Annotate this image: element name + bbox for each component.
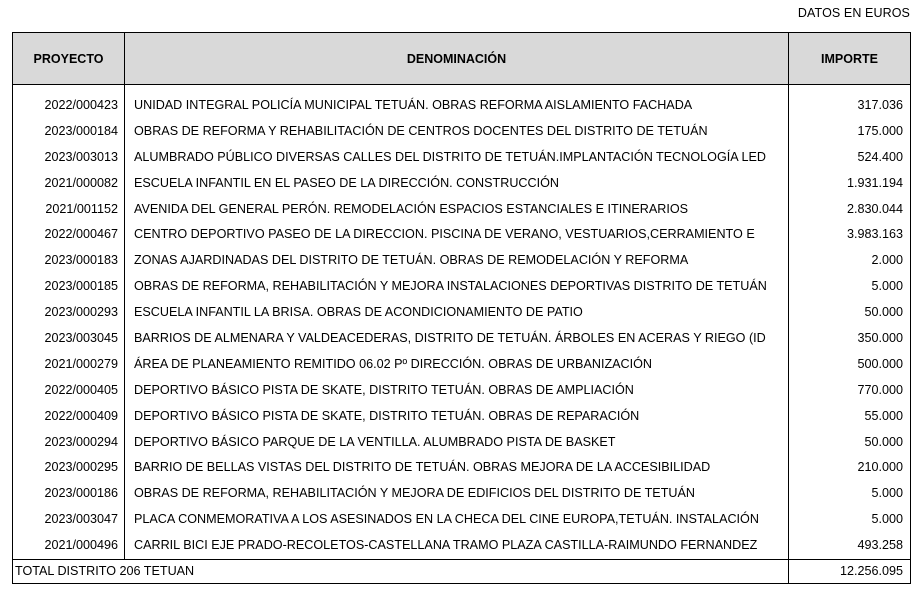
table-header: [13, 33, 910, 85]
table-body: [13, 85, 910, 559]
cell-denominacion: BARRIO DE BELLAS VISTAS DEL DISTRITO DE TETUÁN. OBRAS MEJORA DE LA ACCESIBILIDAD: [134, 460, 711, 475]
cell-proyecto: 2023/000186: [44, 486, 118, 501]
cell-denominacion: UNIDAD INTEGRAL POLICÍA MUNICIPAL TETUÁN. OBRAS REFORMA AISLAMIENTO FACHADA: [134, 98, 693, 112]
cell-importe: 50.000: [864, 305, 903, 320]
cell-denominacion: DEPORTIVO BÁSICO PARQUE DE LA VENTILLA. ALUMBRADO PISTA DE BASKET: [134, 434, 616, 449]
cell-denominacion: DEPORTIVO BÁSICO PISTA DE SKATE, DISTRITO TETUÁN. OBRAS DE AMPLIACIÓN: [134, 382, 634, 397]
total-row: [13, 559, 910, 583]
cell-proyecto: 2023/003045: [44, 331, 118, 346]
cell-proyecto: 2021/001152: [45, 201, 118, 216]
cell-importe: 175.000: [857, 123, 903, 138]
cell-denominacion: CARRIL BICI EJE PRADO-RECOLETOS-CASTELLANA TRAMO PLAZA CASTILLA-RAIMUNDO FERNANDEZ: [134, 538, 758, 553]
cell-proyecto: 2022/000467: [44, 227, 118, 242]
column-importe: [789, 85, 910, 559]
cell-proyecto: 2023/003047: [44, 512, 118, 527]
cell-denominacion: ESCUELA INFANTIL EN EL PASEO DE LA DIRECCIÓN. CONSTRUCCIÓN: [134, 175, 560, 190]
cell-denominacion: AVENIDA DEL GENERAL PERÓN. REMODELACIÓN ESPACIOS ESTANCIALES E ITINERARIOS: [134, 201, 689, 216]
total-value: 12.256.095: [839, 564, 903, 579]
cell-importe: 3.983.163: [846, 227, 903, 242]
cell-denominacion: BARRIOS DE ALMENARA Y VALDEACEDERAS, DISTRITO DE TETUÁN. ÁRBOLES EN ACERAS Y RIEGO (ID: [134, 331, 766, 346]
cell-denominacion: DEPORTIVO BÁSICO PISTA DE SKATE, DISTRITO TETUÁN. OBRAS DE REPARACIÓN: [134, 408, 640, 423]
cell-proyecto: 2022/000423: [44, 98, 118, 112]
cell-proyecto: 2023/000185: [44, 279, 118, 294]
cell-proyecto: 2023/000184: [44, 123, 118, 138]
cell-denominacion: CENTRO DEPORTIVO PASEO DE LA DIRECCION. PISCINA DE VERANO, VESTUARIOS,CERRAMIENTO E: [134, 227, 755, 242]
cell-denominacion: ESCUELA INFANTIL LA BRISA. OBRAS DE ACONDICIONAMIENTO DE PATIO: [134, 305, 583, 320]
projects-table: [12, 32, 911, 584]
cell-denominacion: ZONAS AJARDINADAS DEL DISTRITO DE TETUÁN. OBRAS DE REMODELACIÓN Y REFORMA: [134, 253, 689, 268]
cell-importe: 5.000: [871, 279, 903, 294]
cell-importe: 350.000: [857, 331, 903, 346]
cell-denominacion: OBRAS DE REFORMA, REHABILITACIÓN Y MEJORA DE EDIFICIOS DEL DISTRITO DE TETUÁN: [134, 486, 695, 501]
cell-importe: 493.258: [857, 538, 903, 553]
column-header-proyecto: PROYECTO: [13, 33, 125, 84]
cell-proyecto: 2021/000496: [44, 538, 118, 553]
units-note: DATOS EN EUROS: [797, 6, 910, 20]
column-header-importe: IMPORTE: [821, 51, 878, 66]
cell-denominacion: OBRAS DE REFORMA, REHABILITACIÓN Y MEJORA INSTALACIONES DEPORTIVAS DISTRITO DE TETUÁN: [134, 279, 767, 294]
column-denominacion: [125, 85, 789, 559]
cell-proyecto: 2021/000279: [44, 356, 118, 371]
cell-importe: 1.931.194: [846, 175, 903, 190]
cell-importe: 317.036: [857, 98, 903, 112]
cell-importe: 210.000: [857, 460, 903, 475]
cell-proyecto: 2021/000082: [44, 175, 118, 190]
column-proyecto: [13, 85, 125, 559]
cell-importe: 50.000: [864, 434, 903, 449]
cell-denominacion: ÁREA DE PLANEAMIENTO REMITIDO 06.02 Pº DIRECCIÓN. OBRAS DE URBANIZACIÓN: [134, 356, 653, 371]
cell-proyecto: 2023/000294: [44, 434, 118, 449]
cell-importe: 5.000: [871, 486, 903, 501]
cell-proyecto: 2022/000409: [44, 408, 118, 423]
total-label: TOTAL DISTRITO 206 TETUAN: [13, 560, 789, 583]
cell-proyecto: 2023/000295: [44, 460, 118, 475]
cell-importe: 5.000: [871, 512, 903, 527]
cell-denominacion: ALUMBRADO PÚBLICO DIVERSAS CALLES DEL DISTRITO DE TETUÁN.IMPLANTACIÓN TECNOLOGÍA LED: [134, 149, 766, 164]
cell-importe: 770.000: [857, 382, 903, 397]
cell-proyecto: 2022/000405: [44, 382, 118, 397]
cell-importe: 524.400: [857, 149, 903, 164]
cell-proyecto: 2023/003013: [44, 149, 118, 164]
cell-importe: 2.000: [871, 253, 903, 268]
cell-importe: 500.000: [857, 356, 903, 371]
cell-denominacion: PLACA CONMEMORATIVA A LOS ASESINADOS EN LA CHECA DEL CINE EUROPA,TETUÁN. INSTALACIÓN: [134, 512, 759, 527]
cell-importe: 2.830.044: [846, 201, 903, 216]
cell-proyecto: 2023/000293: [44, 305, 118, 320]
column-header-denominacion: DENOMINACIÓN: [125, 33, 789, 84]
cell-importe: 55.000: [864, 408, 903, 423]
cell-denominacion: OBRAS DE REFORMA Y REHABILITACIÓN DE CENTROS DOCENTES DEL DISTRITO DE TETUÁN: [134, 123, 708, 138]
cell-proyecto: 2023/000183: [44, 253, 118, 268]
